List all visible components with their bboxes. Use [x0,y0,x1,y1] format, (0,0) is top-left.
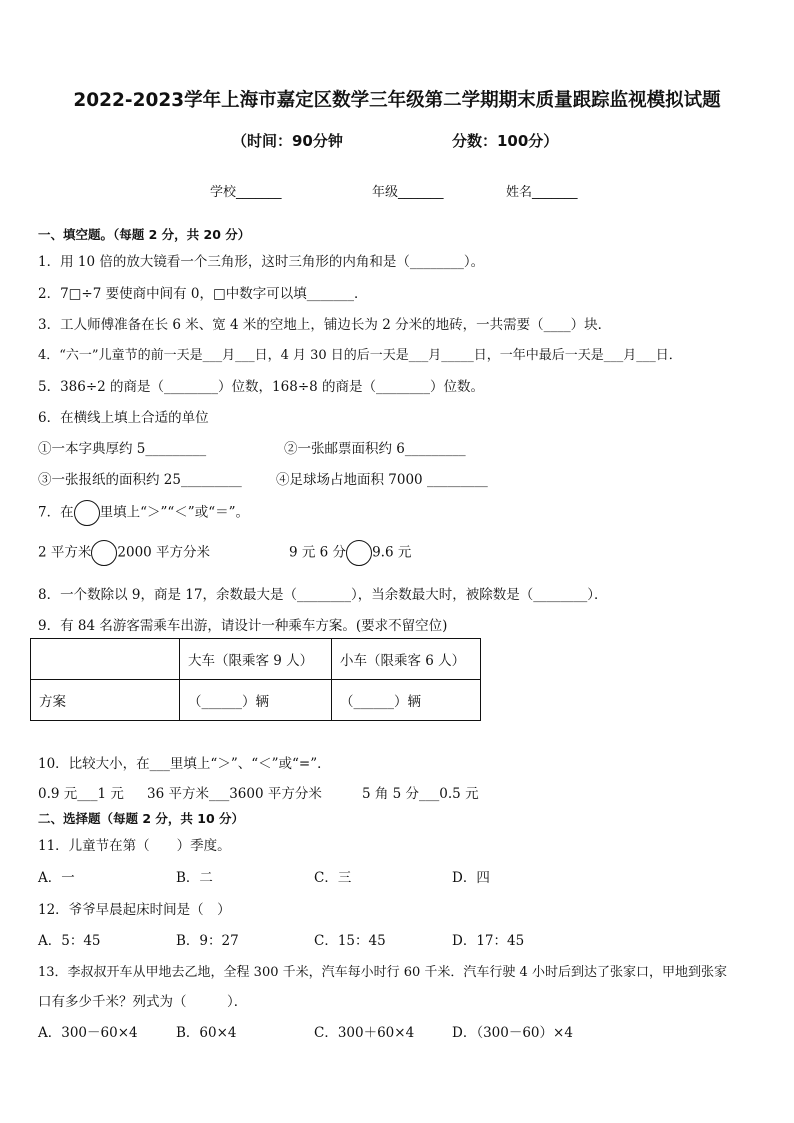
question-7-b [289,540,411,566]
question-13-option-d: D．（300－60）×4 [452,1025,573,1041]
question-13-option-c: C．300＋60×4 [314,1025,415,1041]
table-cell-empty [31,639,180,680]
question-12-option-b: B．9：27 [176,933,239,949]
question-1: 1．用 10 倍的放大镜看一个三角形，这时三角形的内角和是（________）。 [38,254,485,270]
table-header-big-bus: 大车（限乘客 9 人） [180,639,332,680]
question-11-option-a: A．一 [38,870,75,886]
question-7-b-left: 9 元 6 分 [289,544,347,561]
question-7-a-left: 2 平方米 [38,544,92,561]
exam-time: （时间：90分钟 [232,132,343,150]
question-8: 8．一个数除以 9，商是 17，余数最大是（________），当余数最大时，被除数是（________）． [38,587,608,603]
answer-circle [346,540,372,566]
question-11-option-d: D．四 [452,870,490,886]
question-10-b: 36 平方米___3600 平方分米 [147,786,322,802]
question-4: 4．“六一”儿童节的前一天是___月___日，4 月 30 日的后一天是___月_____日，一年中最后一天是___月___日． [38,348,682,363]
question-7-a-right: 2000 平方分米 [117,544,211,561]
bus-plan-table [30,638,481,721]
question-11-option-b: B．二 [176,870,213,886]
section-1-heading: 一、填空题。（每题 2 分，共 20 分） [38,227,251,242]
name-field: 姓名_______ [506,185,578,200]
question-6: 6．在横线上填上合适的单位 [38,410,209,426]
question-7 [38,500,249,526]
question-9: 9．有 84 名游客需乘车出游，请设计一种乘车方案。(要求不留空位) [38,618,448,634]
question-11-option-c: C．三 [314,870,352,886]
table-row [31,680,481,721]
question-13-option-a: A．300－60×4 [38,1025,138,1041]
question-10: 10．比较大小，在___里填上“＞”、“＜”或“=”． [38,756,331,772]
question-6-d: ④足球场占地面积 7000 _________ [276,472,488,488]
question-7-a [38,540,210,566]
question-10-c: 5 角 5 分___0.5 元 [362,786,479,802]
table-cell-small-bus: （______）辆 [332,680,481,721]
table-cell-big-bus: （______）辆 [180,680,332,721]
question-13-option-b: B．60×4 [176,1025,237,1041]
question-6-c: ③一张报纸的面积约 25_________ [38,472,242,488]
question-12: 12．爷爷早晨起床时间是（ ） [38,902,231,918]
question-2: 2．7□÷7 要使商中间有 0，□中数字可以填_______． [38,286,368,302]
question-7-suffix: 里填上“＞”“＜”或“＝”。 [99,504,250,521]
question-13-line-2: 口有多少千米？列式为（ ）． [38,994,248,1010]
question-13-line-1: 13．李叔叔开车从甲地去乙地，全程 300 千米，汽车每小时行 60 千米．汽车行驶 4 小时后到达了张家口，甲地到张家 [38,965,727,980]
question-7-prefix: 7．在 [38,504,74,521]
question-10-a: 0.9 元___1 元 [38,786,124,802]
question-3: 3．工人师傅准备在长 6 米、宽 4 米的空地上，铺边长为 2 分米的地砖，一共需要（____）块． [38,317,612,333]
question-11: 11．儿童节在第（ ）季度。 [38,838,231,854]
page-title: 2022-2023学年上海市嘉定区数学三年级第二学期期末质量跟踪监视模拟试题 [73,90,721,111]
table-row [31,639,481,680]
question-6-b: ②一张邮票面积约 6_________ [284,441,466,457]
answer-circle [91,540,117,566]
exam-score: 分数：100分） [452,132,559,150]
question-12-option-a: A．5：45 [38,933,101,949]
section-2-heading: 二、选择题（每题 2 分，共 10 分） [38,811,245,826]
grade-field: 年级_______ [372,185,444,200]
question-12-option-d: D．17：45 [452,933,525,949]
table-header-small-bus: 小车（限乘客 6 人） [332,639,481,680]
school-field: 学校_______ [210,185,282,200]
answer-circle [74,500,100,526]
question-5: 5．386÷2 的商是（________）位数，168÷8 的商是（________）位数。 [38,379,485,395]
question-12-option-c: C．15：45 [314,933,386,949]
question-7-b-right: 9.6 元 [372,544,412,561]
question-6-a: ①一本字典厚约 5_________ [38,441,207,457]
table-row-label: 方案 [31,680,180,721]
